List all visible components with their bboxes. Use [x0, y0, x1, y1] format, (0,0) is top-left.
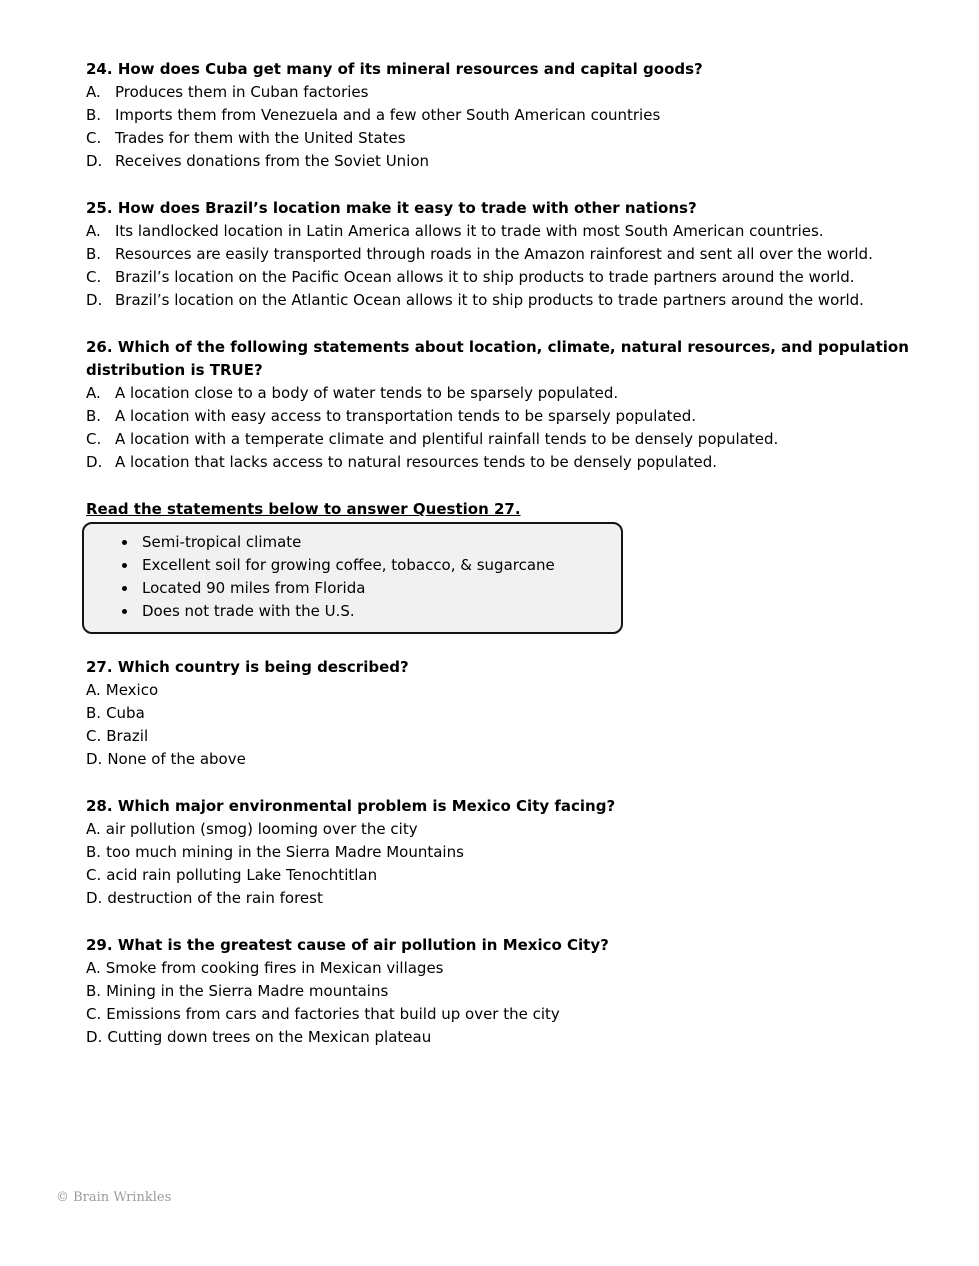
option-letter: B. [86, 106, 102, 124]
question-24 [86, 58, 913, 173]
question-29 [86, 934, 913, 1049]
option-text: Receives donations from the Soviet Union [115, 152, 430, 170]
option-text: Emissions from cars and factories that build up over the city [106, 1005, 560, 1023]
question-25 [86, 197, 913, 312]
option-letter: C. [86, 430, 102, 448]
statement-item: • Semi-tropical climate [138, 531, 607, 554]
answer-option [86, 428, 913, 451]
option-text: A location close to a body of water tends to be sparsely populated. [115, 384, 619, 402]
answer-option [86, 266, 913, 289]
answer-option [86, 864, 913, 887]
statement-item: • Excellent soil for growing coffee, tobacco, & sugarcane [138, 554, 607, 577]
option-text: Trades for them with the United States [115, 129, 406, 147]
question-heading [86, 795, 913, 818]
option-letter: A. [86, 959, 101, 977]
option-text: A location with a temperate climate and plentiful rainfall tends to be densely populated. [115, 430, 779, 448]
question-heading [86, 336, 913, 382]
statement-item: • Does not trade with the U.S. [138, 600, 607, 623]
question-heading [86, 58, 913, 81]
option-text: air pollution (smog) looming over the city [105, 820, 418, 838]
option-text: Imports them from Venezuela and a few other South American countries [115, 106, 661, 124]
answer-option [86, 127, 913, 150]
option-text: Mexico [105, 681, 159, 699]
statements-box [82, 522, 623, 634]
answer-option [86, 887, 913, 910]
option-letter: D. [86, 453, 103, 471]
question-prompt: What is the greatest cause of air pollution in Mexico City? [117, 936, 609, 954]
question-number: 27. [86, 658, 113, 676]
answer-option [86, 405, 913, 428]
option-text: Its landlocked location in Latin America allows it to trade with most South American countries. [115, 222, 824, 240]
option-text: A location that lacks access to natural resources tends to be densely populated. [115, 453, 718, 471]
option-text: A location with easy access to transportation tends to be sparsely populated. [115, 407, 697, 425]
option-text: too much mining in the Sierra Madre Mountains [106, 843, 464, 861]
option-letter: D. [86, 889, 103, 907]
question-27-callout [86, 498, 913, 634]
option-letter: A. [86, 384, 101, 402]
answer-option [86, 1026, 913, 1049]
option-letter: A. [86, 681, 101, 699]
option-letter: D. [86, 291, 103, 309]
option-letter: C. [86, 129, 102, 147]
option-letter: D. [86, 1028, 103, 1046]
option-letter: B. [86, 245, 102, 263]
option-letter: C. [86, 1005, 102, 1023]
answer-option [86, 220, 913, 243]
option-text: destruction of the rain forest [107, 889, 323, 907]
answer-option [86, 725, 913, 748]
option-letter: A. [86, 820, 101, 838]
answer-option [86, 679, 913, 702]
option-letter: D. [86, 152, 103, 170]
answer-option [86, 289, 913, 312]
option-text: Brazil [106, 727, 149, 745]
statements-list [98, 531, 607, 623]
option-letter: B. [86, 704, 102, 722]
option-letter: B. [86, 407, 102, 425]
option-text: Cuba [106, 704, 145, 722]
option-letter: B. [86, 843, 102, 861]
callout-lead: Read the statements below to answer Question 27. [86, 500, 521, 518]
question-26 [86, 336, 913, 474]
statement-item: • Located 90 miles from Florida [138, 577, 607, 600]
question-heading [86, 934, 913, 957]
answer-option [86, 748, 913, 771]
option-text: None of the above [107, 750, 246, 768]
question-prompt: Which of the following statements about location, climate, natural resources, and population distribution is TRUE? [86, 338, 909, 379]
option-letter: A. [86, 222, 101, 240]
question-prompt: How does Cuba get many of its mineral resources and capital goods? [117, 60, 703, 78]
option-letter: B. [86, 982, 102, 1000]
option-letter: C. [86, 268, 102, 286]
answer-option [86, 382, 913, 405]
question-number: 26. [86, 338, 113, 356]
answer-option [86, 104, 913, 127]
answer-option [86, 702, 913, 725]
option-text: Cutting down trees on the Mexican plateau [107, 1028, 432, 1046]
question-number: 29. [86, 936, 113, 954]
question-number: 25. [86, 199, 113, 217]
answer-option [86, 81, 913, 104]
option-text: Mining in the Sierra Madre mountains [106, 982, 389, 1000]
question-number: 28. [86, 797, 113, 815]
footer-credit: © Brain Wrinkles [56, 1190, 172, 1205]
question-prompt: Which major environmental problem is Mexico City facing? [117, 797, 616, 815]
option-text: Smoke from cooking fires in Mexican villages [105, 959, 444, 977]
answer-option [86, 980, 913, 1003]
option-text: Resources are easily transported through roads in the Amazon rainforest and sent all over the world. [115, 245, 873, 263]
option-letter: A. [86, 83, 101, 101]
question-28 [86, 795, 913, 910]
option-letter: C. [86, 727, 102, 745]
question-heading [86, 656, 913, 679]
option-text: Brazil’s location on the Atlantic Ocean allows it to ship products to trade partners around the world. [115, 291, 864, 309]
question-heading [86, 197, 913, 220]
answer-option [86, 243, 913, 266]
option-text: Produces them in Cuban factories [115, 83, 369, 101]
question-prompt: How does Brazil’s location make it easy to trade with other nations? [117, 199, 697, 217]
option-letter: D. [86, 750, 103, 768]
answer-option [86, 1003, 913, 1026]
option-text: acid rain polluting Lake Tenochtitlan [106, 866, 378, 884]
answer-option [86, 841, 913, 864]
question-number: 24. [86, 60, 113, 78]
answer-option [86, 957, 913, 980]
option-text: Brazil’s location on the Pacific Ocean allows it to ship products to trade partners around the world. [115, 268, 855, 286]
answer-option [86, 451, 913, 474]
option-letter: C. [86, 866, 102, 884]
question-prompt: Which country is being described? [117, 658, 409, 676]
answer-option [86, 818, 913, 841]
answer-option [86, 150, 913, 173]
question-27 [86, 656, 913, 771]
